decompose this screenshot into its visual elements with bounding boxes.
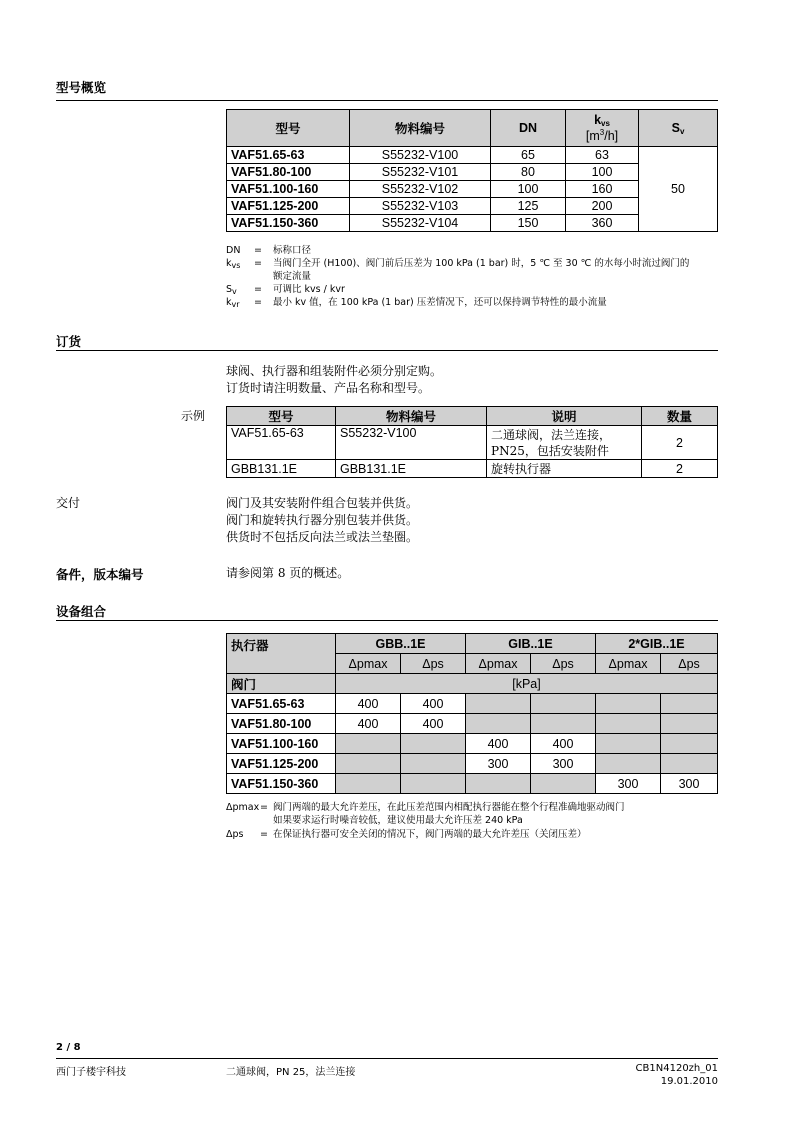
table-row: VAF51.100-160 400 400 xyxy=(227,734,718,754)
col-kvs: $k_{vs}$ $[m^3/h]$ xyxy=(566,110,639,147)
delivery-line-2: 阀门和旋转执行器分别包装并供货。 xyxy=(226,513,419,527)
col-dn: DN xyxy=(491,110,566,147)
sv-value: 50 xyxy=(639,147,718,232)
table-row: VAF51.80-100 S55232-V101 80 100 xyxy=(227,164,718,181)
table-row: VAF51.65-63 S55232-V100 二通球阀，法兰连接， PN25，包括安装附件 2 xyxy=(227,426,718,460)
order-line-1: 球阀、执行器和组装附件必须分别定购。 xyxy=(226,364,443,378)
table-row: VAF51.150-360 S55232-V104 150 360 xyxy=(227,215,718,232)
table-row: VAF51.65-63 S55232-V100 65 63 50 xyxy=(227,147,718,164)
col-sv: $S_v$ xyxy=(639,110,718,147)
table-row: VAF51.125-200 300 300 xyxy=(227,754,718,774)
combo-title: 设备组合 xyxy=(56,604,107,619)
overview-table xyxy=(226,109,718,232)
table-row: VAF51.150-360 300 300 xyxy=(227,774,718,794)
delivery-line-3: 供货时不包括反向法兰或法兰垫圈。 xyxy=(226,530,419,544)
table-row: GBB131.1E GBB131.1E 旋转执行器 2 xyxy=(227,460,718,478)
table-row: VAF51.125-200 S55232-V103 125 200 xyxy=(227,198,718,215)
table-row: VAF51.65-63 400 400 xyxy=(227,694,718,714)
section-divider xyxy=(56,350,718,351)
table-row: VAF51.100-160 S55232-V102 100 160 xyxy=(227,181,718,198)
delivery-label: 交付 xyxy=(56,496,81,510)
page-number: 2 / 8 xyxy=(56,1042,81,1053)
order-line-2: 订货时请注明数量、产品名称和型号。 xyxy=(226,381,431,395)
section-divider xyxy=(56,100,718,101)
example-label: 示例 xyxy=(181,409,206,423)
order-table: 型号 物料编号 说明 数量 VAF51.65-63 S55232-V100 二通球阀，法兰连接， PN25，包括安装附件 2 GBB131.1E GBB131.1E 旋转执行器 2 xyxy=(226,406,718,478)
valve-label: 阀门 xyxy=(227,674,336,694)
col-type: 型号 xyxy=(227,110,350,147)
footer-date: 19.01.2010 xyxy=(660,1076,718,1087)
section-divider xyxy=(56,620,718,621)
combo-table: 执行器 GBB..1E GIB..1E 2*GIB..1E Δpmax Δps Δpmax Δps Δpmax Δps 阀门 [kPa] VAF51.65-63 400 400 VAF51.80-100 400 400 VAF51.100-160 400 400 VAF51.125-200 300 300 VAF51.150-360 300 300 xyxy=(226,633,718,794)
table-row: VAF51.80-100 400 400 xyxy=(227,714,718,734)
overview-title: 型号概览 xyxy=(56,80,107,95)
footer-divider xyxy=(56,1058,718,1059)
footer-company: 西门子楼宇科技 xyxy=(56,1067,126,1078)
footer-title: 二通球阀，PN 25，法兰连接 xyxy=(226,1067,356,1078)
delivery-line-1: 阀门及其安装附件组合包装并供货。 xyxy=(226,496,419,510)
footer-doc-id: CB1N4120zh_01 xyxy=(635,1063,718,1074)
spare-text: 请参阅第 8 页的概述。 xyxy=(226,566,350,580)
order-title: 订货 xyxy=(56,334,82,349)
actuator-label: 执行器 xyxy=(227,634,336,674)
spare-title: 备件，版本编号 xyxy=(56,567,144,582)
col-material: 物料编号 xyxy=(350,110,491,147)
